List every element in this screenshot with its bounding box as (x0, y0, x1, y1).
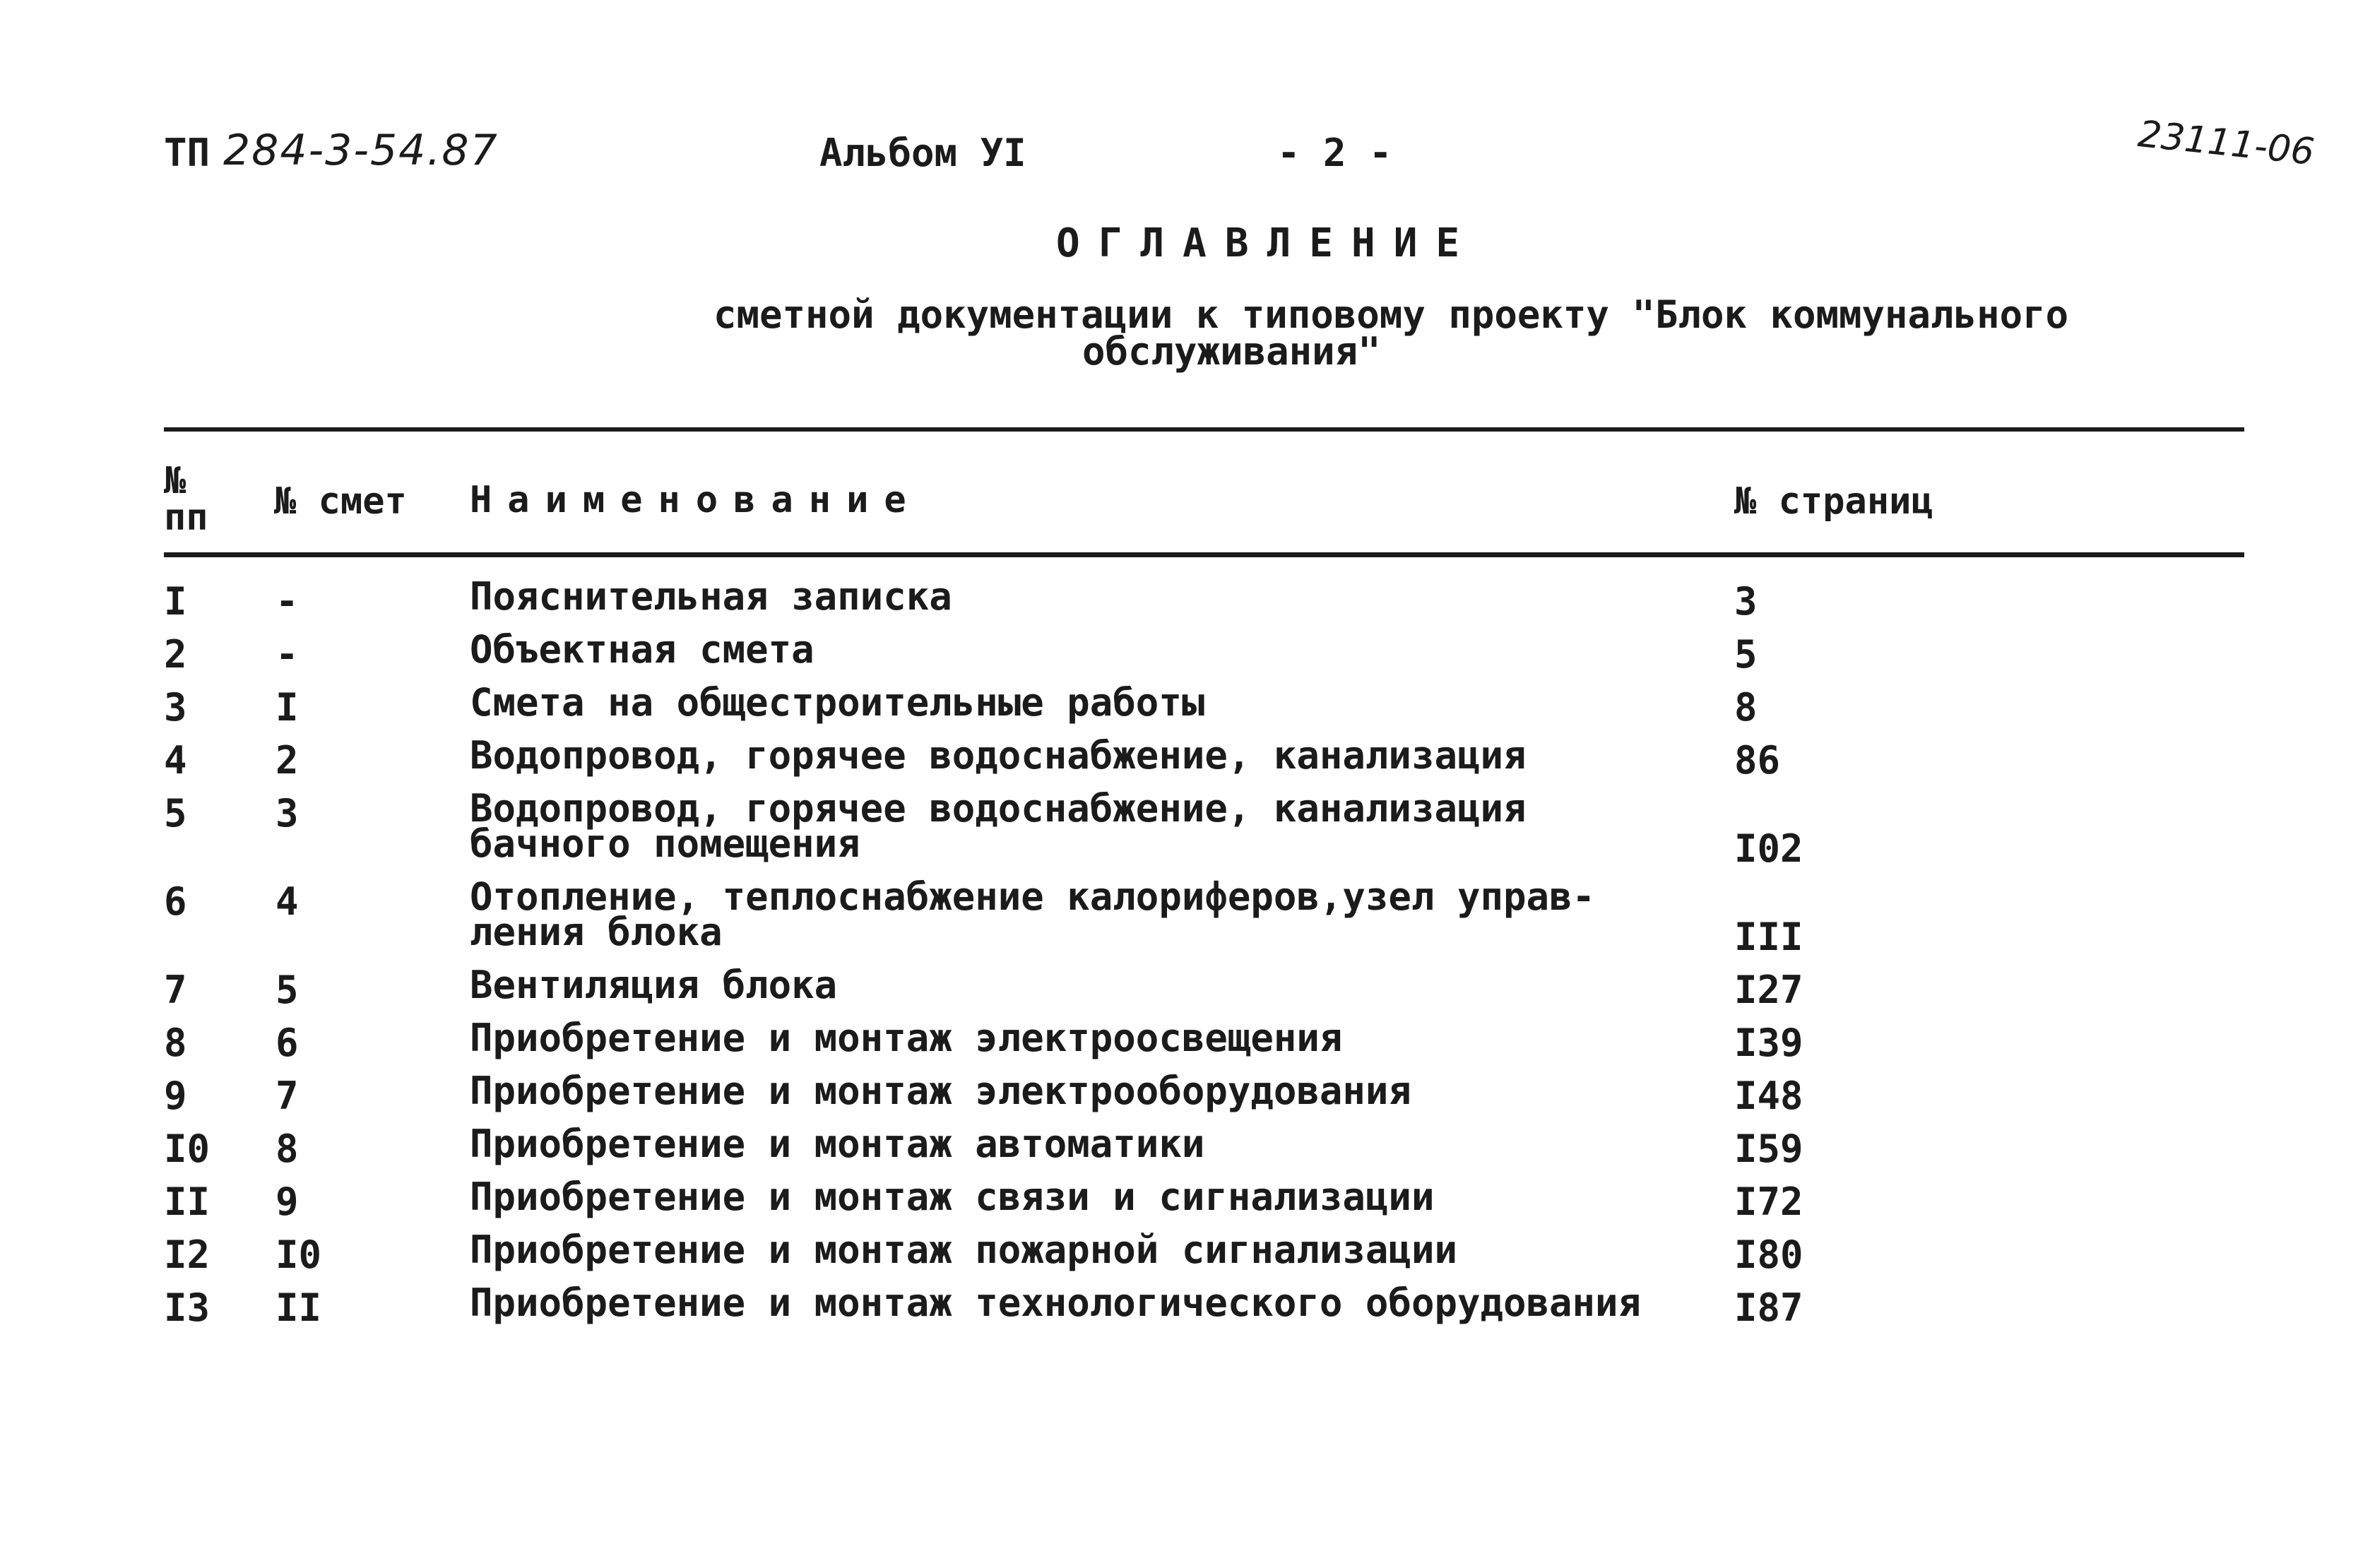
table-row (164, 786, 2244, 879)
subtitle-line-2: обслуживания" (1082, 329, 1381, 374)
cell-smet: 3 (275, 791, 299, 836)
cell-num: 2 (164, 632, 187, 677)
page-number: - 2 - (1277, 131, 1392, 175)
table-header-rule (164, 552, 2244, 557)
cell-name-line: Отопление, теплоснабжение калориферов,узел управ- (470, 874, 1596, 919)
table-row (164, 1281, 2244, 1338)
cell-name-line: Водопровод, горячее водоснабжение, канализация (470, 786, 1527, 831)
cell-page: 5 (1734, 632, 1758, 677)
cell-smet: 7 (275, 1074, 299, 1118)
cell-name (470, 1175, 1435, 1219)
cell-name-line: Приобретение и монтаж связи и сигнализации (470, 1175, 1435, 1219)
cell-smet: 8 (275, 1127, 299, 1171)
cell-smet: 2 (275, 738, 299, 783)
cell-page: I02 (1734, 826, 1803, 871)
cell-name-line: Приобретение и монтаж технологического оборудования (470, 1281, 1642, 1325)
table-row (164, 1122, 2244, 1180)
table-top-rule (164, 427, 2244, 432)
cell-page: 3 (1734, 579, 1758, 624)
cell-name-line: бачного помещения (470, 821, 860, 866)
header-smet: № смет (274, 480, 407, 523)
cell-name (470, 786, 1527, 866)
cell-name-line: Водопровод, горячее водоснабжение, канализация (470, 733, 1527, 778)
table-row (164, 627, 2244, 685)
table-row (164, 963, 2244, 1021)
cell-page: I80 (1734, 1233, 1803, 1277)
cell-name (470, 680, 1205, 725)
header-num-symbol: № (164, 460, 186, 502)
cell-page: I72 (1734, 1180, 1803, 1224)
cell-smet: - (275, 632, 299, 677)
cell-page: III (1734, 915, 1803, 959)
cell-name (470, 874, 1596, 954)
cell-num: I3 (164, 1285, 211, 1330)
cell-name-line: Приобретение и монтаж электрооборудования (470, 1069, 1411, 1113)
cell-smet: 4 (275, 879, 299, 924)
cell-page: 8 (1734, 685, 1758, 730)
table-row (164, 680, 2244, 738)
cell-page: I48 (1734, 1074, 1803, 1118)
cell-smet: 6 (275, 1021, 299, 1065)
table-body (164, 574, 2244, 1338)
cell-name (470, 963, 838, 1007)
cell-name-line: Вентиляция блока (470, 963, 838, 1007)
table-row (164, 1228, 2244, 1285)
cell-num: 5 (164, 791, 187, 836)
cell-name-line: Объектная смета (470, 627, 814, 672)
cell-name-line: Пояснительная записка (470, 574, 952, 619)
album-label: Альбом УI (819, 131, 1026, 175)
cell-smet: I (275, 685, 299, 730)
cell-name-line: Приобретение и монтаж электроосвещения (470, 1016, 1343, 1060)
table-row (164, 874, 2244, 968)
cell-page: I87 (1734, 1285, 1803, 1330)
cell-num: 6 (164, 879, 187, 924)
cell-name (470, 574, 952, 619)
cell-name (470, 627, 814, 672)
project-code-prefix: ТП (164, 131, 211, 175)
cell-name-line: Приобретение и монтаж автоматики (470, 1122, 1205, 1166)
cell-name (470, 1069, 1411, 1113)
cell-num: 8 (164, 1021, 187, 1065)
cell-num: I0 (164, 1127, 211, 1171)
cell-name (470, 1281, 1642, 1325)
header-num-pp: пп (164, 497, 208, 539)
cell-smet: II (275, 1285, 322, 1330)
cell-name (470, 1228, 1457, 1272)
cell-page: I27 (1734, 968, 1803, 1012)
cell-name (470, 733, 1527, 778)
cell-page: 86 (1734, 738, 1781, 783)
handwritten-stamp: 23111-06 (2135, 113, 2316, 174)
cell-smet: 9 (275, 1180, 299, 1224)
table-row (164, 733, 2244, 791)
page-subtitle (713, 292, 2069, 374)
cell-num: I2 (164, 1233, 211, 1277)
cell-page: I39 (1734, 1021, 1803, 1065)
cell-smet: - (275, 579, 299, 624)
cell-name (470, 1016, 1343, 1060)
cell-name (470, 1122, 1205, 1166)
page-title: ОГЛАВЛЕНИЕ (1056, 220, 1479, 266)
header-pages: № страниц (1734, 480, 1933, 523)
cell-num: 7 (164, 968, 187, 1012)
cell-num: I (164, 579, 187, 624)
header-num (164, 460, 208, 539)
cell-num: 4 (164, 738, 187, 783)
cell-name-line: ления блока (470, 910, 723, 954)
cell-name-line: Смета на общестроительные работы (470, 680, 1205, 725)
header-name: Наименование (470, 479, 922, 521)
cell-smet: I0 (275, 1233, 322, 1277)
table-row (164, 574, 2244, 632)
cell-num: 9 (164, 1074, 187, 1118)
table-row (164, 1016, 2244, 1074)
cell-num: II (164, 1180, 211, 1224)
project-code-number: 284-3-54.87 (223, 126, 499, 175)
cell-name-line: Приобретение и монтаж пожарной сигнализации (470, 1228, 1457, 1272)
subtitle-line-1: сметной документации к типовому проекту "Блок коммунального (713, 292, 2069, 337)
cell-smet: 5 (275, 968, 299, 1012)
cell-page: I59 (1734, 1127, 1803, 1171)
cell-num: 3 (164, 685, 187, 730)
table-row (164, 1175, 2244, 1233)
table-row (164, 1069, 2244, 1127)
